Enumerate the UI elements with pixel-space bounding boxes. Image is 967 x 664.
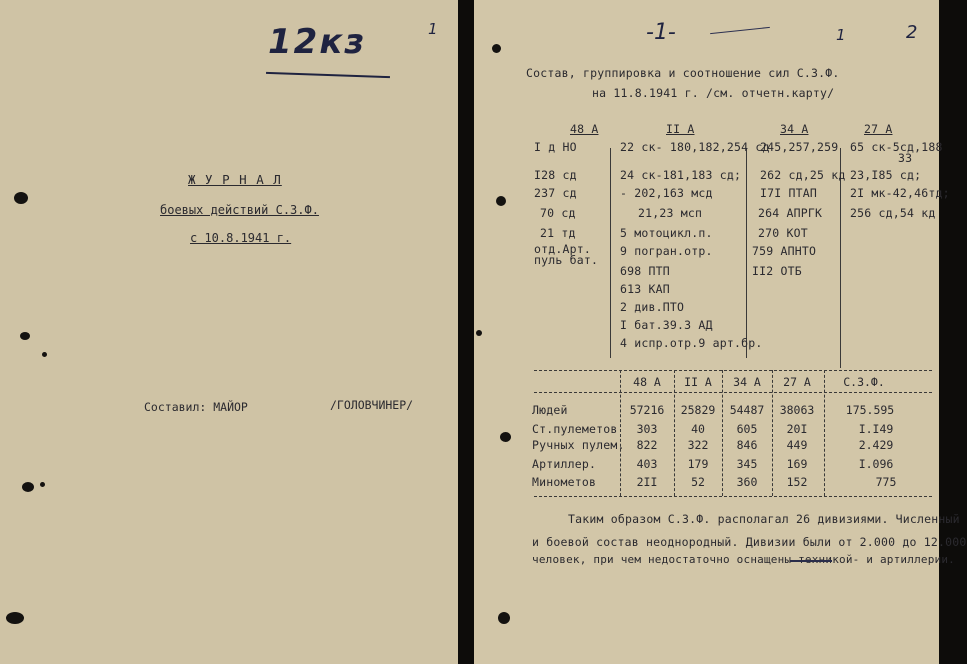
binding-hole [500, 432, 511, 442]
unit-line: 698 ПТП [620, 264, 670, 278]
table-cell: 152 [786, 475, 808, 489]
table-cell: I.I49 [858, 422, 894, 436]
table-cell: 169 [786, 457, 808, 471]
binding-hole [492, 44, 501, 53]
unit-line: 237 сд [534, 186, 577, 200]
unit-line: 2 див.ПТО [620, 300, 685, 314]
table-cell: 822 [636, 438, 658, 452]
table-cell: 322 [687, 438, 709, 452]
binding-hole [14, 192, 28, 204]
army-header: II А [666, 122, 695, 136]
table-header: II А [684, 375, 712, 389]
table-cell: 605 [736, 422, 758, 436]
unit-line: I7I ПТАП [760, 186, 817, 200]
table-cell: 38063 [779, 403, 815, 417]
table-header: С.З.Ф. [843, 375, 885, 389]
table-cell: I.096 [858, 457, 894, 471]
folio-underline [266, 72, 390, 78]
table-cell: 360 [736, 475, 758, 489]
unit-line: 21 тд [540, 226, 576, 240]
unit-line: 264 АПРГК [758, 206, 823, 220]
army-header: 48 А [570, 122, 599, 136]
report-subheading: на 11.8.1941 г. /см. отчетн.карту/ [592, 86, 835, 100]
table-divider [620, 370, 621, 496]
column-divider [610, 148, 611, 358]
journal-subtitle: боевых действий С.З.Ф. [160, 203, 319, 217]
army-header: 34 А [780, 122, 809, 136]
table-cell: 52 [691, 475, 705, 489]
strikeout-mark [790, 560, 832, 562]
handwritten-stroke [710, 27, 770, 34]
table-row-label: Людей [532, 403, 568, 417]
unit-line: 613 КАП [620, 282, 670, 296]
unit-line: 70 сд [540, 206, 576, 220]
binding-hole [22, 482, 34, 492]
unit-line: 9 погран.отр. [620, 244, 713, 258]
army-header: 27 А [864, 122, 893, 136]
corner-mark: 1 [428, 20, 438, 38]
unit-line: 245,257,259 [760, 140, 839, 154]
unit-line: 22 ск- 180,182,254 сд [620, 140, 770, 154]
unit-line: I бат.39.3 АД [620, 318, 713, 332]
table-cell: 20I [786, 422, 808, 436]
compiled-name: /ГОЛОВЧИНЕР/ [330, 398, 414, 412]
table-cell: 775 [875, 475, 897, 489]
table-row-label: Ручных пулем. [532, 438, 625, 452]
page-number-a: 1 [836, 26, 846, 44]
table-cell: 25829 [680, 403, 716, 417]
journal-title: Ж У Р Н А Л [188, 172, 282, 187]
table-rule [534, 370, 932, 371]
binding-hole [498, 612, 510, 624]
unit-line: 33 [898, 151, 913, 165]
table-divider [824, 370, 825, 496]
table-row-label: Ст.пулеметов [532, 422, 618, 436]
unit-line: II2 ОТБ [752, 264, 802, 278]
table-row-label: Минометов [532, 475, 597, 489]
binding-hole [476, 330, 482, 336]
summary-line: человек, при чем недостаточно оснащены техникой- и артиллерии. [532, 553, 955, 566]
unit-line: 256 сд,54 кд [850, 206, 936, 220]
table-cell: 175.595 [845, 403, 895, 417]
compiled-label: Составил: МАЙОР [144, 400, 248, 414]
unit-line: пуль бат. [534, 253, 599, 267]
unit-line: 65 ск-5сд,188 [850, 140, 943, 154]
summary-line: Таким образом С.З.Ф. располагал 26 дивизиями. Численный [568, 512, 960, 526]
page-number-b: 2 [906, 22, 918, 43]
table-rule [534, 392, 932, 393]
right-page [474, 0, 967, 664]
unit-line: 262 сд,25 кд [760, 168, 846, 182]
handwritten-page-mark: -1- [646, 20, 676, 45]
table-cell: 846 [736, 438, 758, 452]
table-rule [534, 496, 932, 497]
unit-line: отд.Арт. [534, 242, 591, 256]
unit-line: I28 сд [534, 168, 577, 182]
table-header: 48 А [633, 375, 661, 389]
unit-line: 24 ск-181,183 сд; [620, 168, 742, 182]
left-page [0, 0, 458, 664]
unit-line: - 202,163 мсд [620, 186, 713, 200]
table-cell: 2II [636, 475, 658, 489]
unit-line: 21,23 мсп [638, 206, 703, 220]
binding-hole [40, 482, 45, 487]
binding-hole [42, 352, 47, 357]
report-heading: Состав, группировка и соотношение сил С.З.Ф. [526, 66, 840, 80]
table-cell: 303 [636, 422, 658, 436]
table-cell: 449 [786, 438, 808, 452]
table-cell: 54487 [729, 403, 765, 417]
binding-hole [6, 612, 24, 624]
table-cell: 57216 [629, 403, 665, 417]
unit-line: 759 АПНТО [752, 244, 817, 258]
table-cell: 40 [691, 422, 705, 436]
table-header: 27 А [783, 375, 811, 389]
binding-hole [496, 196, 506, 206]
table-cell: 179 [687, 457, 709, 471]
journal-date: с 10.8.1941 г. [190, 231, 292, 245]
column-divider [746, 148, 747, 358]
summary-line: и боевой состав неоднородный. Дивизии были от 2.000 до 12.000 [532, 535, 967, 549]
unit-line: 2I мк-42,46тд; [850, 186, 950, 200]
table-header: 34 А [733, 375, 761, 389]
table-cell: 2.429 [858, 438, 894, 452]
table-row-label: Артиллер. [532, 457, 597, 471]
folio-number: 12кз [268, 22, 367, 62]
unit-line: I д НО [534, 140, 577, 154]
binding-hole [20, 332, 30, 340]
unit-line: 23,I85 сд; [850, 168, 922, 182]
table-cell: 403 [636, 457, 658, 471]
unit-line: 270 КОТ [758, 226, 808, 240]
unit-line: 5 мотоцикл.п. [620, 226, 713, 240]
table-cell: 345 [736, 457, 758, 471]
unit-line: 4 испр.отр.9 арт.бр. [620, 336, 763, 350]
